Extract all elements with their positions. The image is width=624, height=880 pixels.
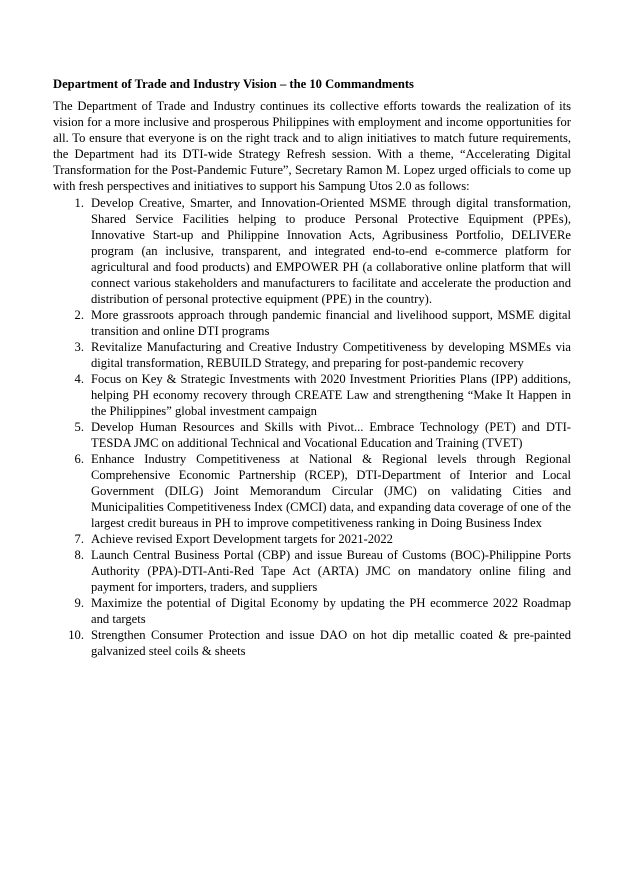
- list-item-number: 6.: [74, 452, 84, 466]
- list-item-number: 5.: [74, 420, 84, 434]
- list-item: [53, 595, 571, 627]
- list-item-text: Enhance Industry Competitiveness at National & Regional levels through Regional Comprehensive Economic Partnership (RCEP), DTI-Department of Interior and Local Government (DILG) Joint Memorandum Circular (JMC) on validating Cities and Municipalities Competitiveness Index (CMCI) data, and expanding data coverage of one of the largest credit bureaus in PH to improve competitiveness ranking in Doing Business Index: [91, 452, 571, 530]
- list-item-text: Strengthen Consumer Protection and issue DAO on hot dip metallic coated & pre-painted galvanized steel coils & sheets: [91, 628, 571, 658]
- document-page: [53, 76, 571, 659]
- list-item: [53, 451, 571, 531]
- document-title: Department of Trade and Industry Vision – the 10 Commandments: [53, 77, 414, 91]
- list-item-text: Develop Human Resources and Skills with Pivot... Embrace Technology (PET) and DTI-TESDA JMC on additional Technical and Vocational Education and Training (TVET): [91, 420, 571, 450]
- list-item: [53, 371, 571, 419]
- list-item-number: 4.: [74, 372, 84, 386]
- list-item-number: 7.: [74, 532, 84, 546]
- list-item-text: Revitalize Manufacturing and Creative Industry Competitiveness by developing MSMEs via digital transformation, REBUILD Strategy, and preparing for post-pandemic recovery: [91, 340, 571, 370]
- list-item-number: 9.: [74, 596, 84, 610]
- list-item-number: 1.: [74, 196, 84, 210]
- list-item: [53, 547, 571, 595]
- list-item-text: More grassroots approach through pandemic financial and livelihood support, MSME digital transition and online DTI programs: [91, 308, 571, 338]
- list-item: [53, 339, 571, 371]
- list-item: [53, 531, 571, 547]
- list-item-number: 3.: [74, 340, 84, 354]
- list-item-text: Achieve revised Export Development targets for 2021-2022: [91, 532, 393, 546]
- commandments-list: [53, 195, 571, 659]
- list-item-number: 2.: [74, 308, 84, 322]
- list-item: [53, 195, 571, 307]
- list-item: [53, 627, 571, 659]
- list-item-text: Maximize the potential of Digital Economy by updating the PH ecommerce 2022 Roadmap and targets: [91, 596, 571, 626]
- list-item-text: Develop Creative, Smarter, and Innovation-Oriented MSME through digital transformation, Shared Service Facilities helping to produce Personal Protective Equipment (PPEs), Innovative Start-up and Philippine Innovation Acts, Agribusiness Portfolio, DELIVERe program (an inclusive, transparent, and integrated end-to-end e-commerce platform for agricultural and food products) and EMPOWER PH (a collaborative online platform that will connect various stakeholders and manufacturers to facilitate and accelerate the production and distribution of personal protective equipment (PPE) in the country).: [91, 196, 571, 306]
- list-item-text: Focus on Key & Strategic Investments with 2020 Investment Priorities Plans (IPP) additions, helping PH economy recovery through CREATE Law and strengthening “Make It Happen in the Philippines” global investment campaign: [91, 372, 571, 418]
- list-item-number: 8.: [74, 548, 84, 562]
- list-item-number: 10.: [68, 628, 84, 642]
- intro-paragraph: The Department of Trade and Industry continues its collective efforts towards the realization of its vision for a more inclusive and prosperous Philippines with employment and income opportunities for all. To ensure that everyone is on the right track and to align initiatives to match future requirements, the Department had its DTI-wide Strategy Refresh session. With a theme, “Accelerating Digital Transformation for the Post-Pandemic Future”, Secretary Ramon M. Lopez urged officials to come up with fresh perspectives and initiatives to support his Sampung Utos 2.0 as follows:: [53, 99, 571, 193]
- list-item: [53, 419, 571, 451]
- list-item: [53, 307, 571, 339]
- list-item-text: Launch Central Business Portal (CBP) and issue Bureau of Customs (BOC)-Philippine Ports Authority (PPA)-DTI-Anti-Red Tape Act (ARTA) JMC on mandatory online filing and payment for importers, traders, and suppliers: [91, 548, 571, 594]
